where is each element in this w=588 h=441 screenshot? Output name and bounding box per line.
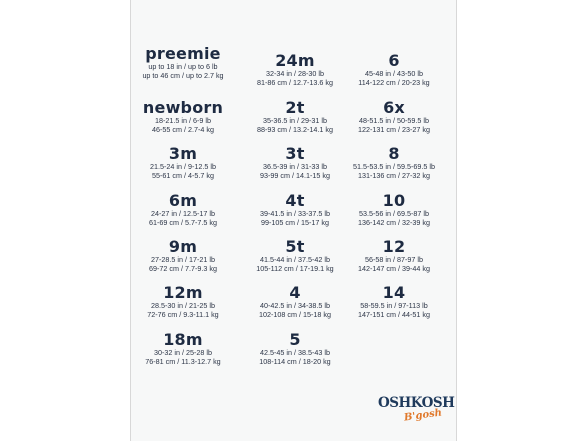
size-label: 4: [289, 283, 301, 302]
size-measure-imperial: 24-27 in / 12.5-17 lb: [151, 209, 215, 218]
size-label: 6: [388, 51, 400, 70]
size-measure-metric: 72-76 cm / 9.3-11.1 kg: [147, 310, 219, 320]
size-measure-imperial: 51.5-53.5 in / 59.5-69.5 lb: [353, 162, 435, 171]
size-measure-metric: 99-105 cm / 15-17 kg: [261, 218, 329, 228]
size-label: 12: [382, 237, 406, 256]
size-entry-3t: [240, 145, 350, 181]
size-entry-5: [240, 331, 350, 367]
size-measure-imperial: 45-48 in / 43-50 lb: [365, 69, 423, 78]
size-measure-metric: 102-108 cm / 15-18 kg: [259, 310, 331, 320]
size-entry-18m: [128, 331, 238, 367]
size-measure-metric: 114-122 cm / 20-23 kg: [358, 78, 430, 88]
size-measure-imperial: 42.5-45 in / 38.5-43 lb: [260, 348, 330, 357]
size-measure-metric: 55-61 cm / 4-5.7 kg: [152, 171, 214, 181]
size-entry-preemie: [128, 45, 238, 81]
size-measure-metric: 136-142 cm / 32-39 kg: [358, 218, 430, 228]
size-entry-8: [339, 145, 449, 181]
size-label: 3t: [285, 144, 305, 163]
size-entry-24m: [240, 52, 350, 88]
size-entry-newborn: [128, 99, 238, 135]
size-measure-imperial: 35-36.5 in / 29-31 lb: [263, 116, 327, 125]
size-measure-imperial: 53.5-56 in / 69.5-87 lb: [359, 209, 429, 218]
size-measure-metric: 147-151 cm / 44-51 kg: [358, 310, 430, 320]
size-label: 5t: [285, 237, 305, 256]
oshkosh-logo: [378, 394, 455, 434]
size-measure-imperial: 32-34 in / 28-30 lb: [266, 69, 324, 78]
size-label: 18m: [163, 330, 203, 349]
size-measure-metric: 93-99 cm / 14.1-15 kg: [260, 171, 330, 181]
size-entry-4t: [240, 192, 350, 228]
size-label: 24m: [275, 51, 315, 70]
size-measure-imperial: 41.5-44 in / 37.5-42 lb: [260, 255, 330, 264]
size-label: 14: [382, 283, 406, 302]
size-measure-imperial: 18-21.5 in / 6-9 lb: [155, 116, 211, 125]
size-measure-imperial: 36.5-39 in / 31-33 lb: [263, 162, 327, 171]
size-label: 2t: [285, 98, 305, 117]
size-entry-2t: [240, 99, 350, 135]
size-measure-metric: 108-114 cm / 18-20 kg: [259, 357, 331, 367]
size-measure-metric: 88-93 cm / 13.2-14.1 kg: [257, 125, 333, 135]
logo-brand-text: OSHKOSH: [378, 395, 455, 411]
size-measure-imperial: 56-58 in / 87-97 lb: [365, 255, 423, 264]
size-label: 6m: [168, 191, 198, 210]
size-measure-imperial: 30-32 in / 25-28 lb: [154, 348, 212, 357]
size-measure-imperial: 21.5-24 in / 9-12.5 lb: [150, 162, 216, 171]
logo-sub-text: B'gosh: [403, 407, 443, 424]
size-label: 10: [382, 191, 406, 210]
size-measure-imperial: 39-41.5 in / 33-37.5 lb: [260, 209, 330, 218]
size-entry-5t: [240, 238, 350, 274]
size-measure-metric: 122-131 cm / 23-27 kg: [358, 125, 430, 135]
size-label: 3m: [168, 144, 198, 163]
size-label: 6x: [383, 98, 405, 117]
size-entry-6: [339, 52, 449, 88]
size-entry-6m: [128, 192, 238, 228]
size-measure-metric: 46-55 cm / 2.7-4 kg: [152, 125, 214, 135]
size-label: 4t: [285, 191, 305, 210]
size-measure-metric: 81-86 cm / 12.7-13.6 kg: [257, 78, 333, 88]
size-measure-imperial: 48-51.5 in / 50-59.5 lb: [359, 116, 429, 125]
size-entry-12: [339, 238, 449, 274]
size-entry-6x: [339, 99, 449, 135]
size-measure-metric: 61-69 cm / 5.7-7.5 kg: [149, 218, 217, 228]
size-measure-imperial: 58-59.5 in / 97-113 lb: [360, 301, 428, 310]
size-entry-12m: [128, 284, 238, 320]
size-label: preemie: [145, 44, 221, 63]
size-label: 8: [388, 144, 400, 163]
size-measure-imperial: 28.5-30 in / 21-25 lb: [151, 301, 215, 310]
size-entry-4: [240, 284, 350, 320]
size-measure-metric: 69-72 cm / 7.7-9.3 kg: [149, 264, 217, 274]
size-measure-imperial: up to 18 in / up to 6 lb: [148, 62, 218, 71]
size-measure-metric: 142-147 cm / 39-44 kg: [358, 264, 430, 274]
size-measure-imperial: 27-28.5 in / 17-21 lb: [151, 255, 215, 264]
size-measure-metric: 76-81 cm / 11.3-12.7 kg: [145, 357, 221, 367]
size-label: newborn: [142, 98, 224, 117]
size-entry-10: [339, 192, 449, 228]
size-measure-imperial: 40-42.5 in / 34-38.5 lb: [260, 301, 330, 310]
size-measure-metric: up to 46 cm / up to 2.7 kg: [142, 71, 224, 81]
size-entry-14: [339, 284, 449, 320]
size-measure-metric: 131-136 cm / 27-32 kg: [358, 171, 430, 181]
size-entry-9m: [128, 238, 238, 274]
size-measure-metric: 105-112 cm / 17-19.1 kg: [256, 264, 334, 274]
size-label: 12m: [163, 283, 203, 302]
size-label: 9m: [168, 237, 198, 256]
size-label: 5: [289, 330, 301, 349]
size-entry-3m: [128, 145, 238, 181]
